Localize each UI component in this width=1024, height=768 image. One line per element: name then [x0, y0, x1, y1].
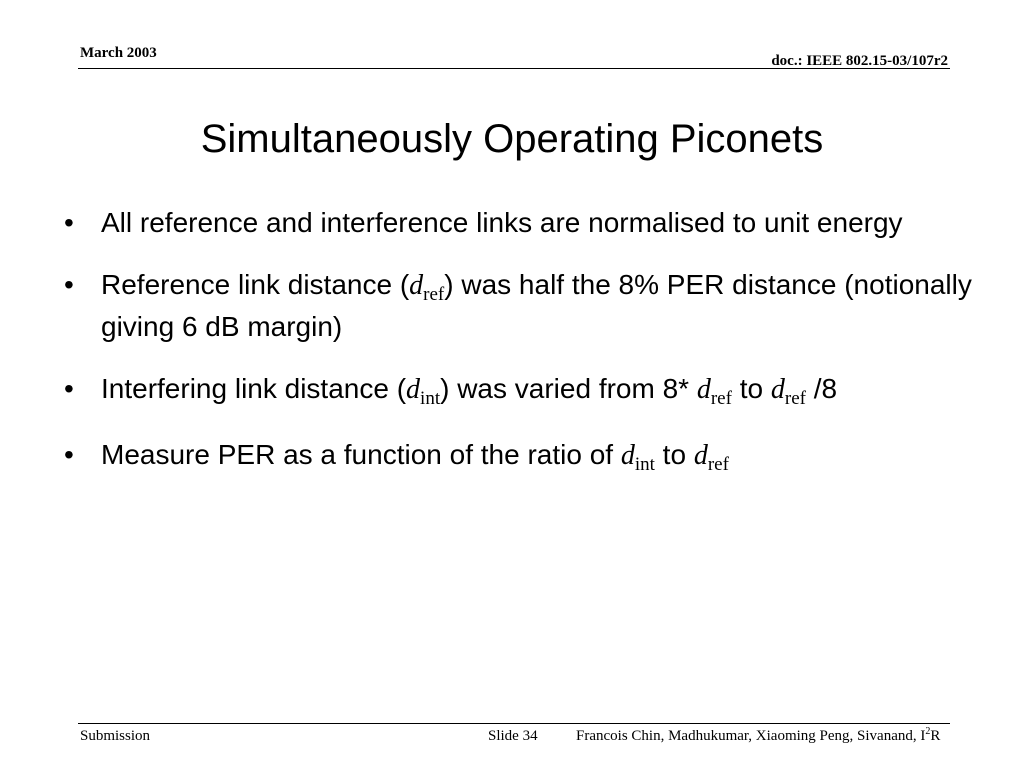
- footer-authors: [576, 728, 940, 745]
- variable-d: d: [620, 440, 635, 471]
- bullet-symbol: •: [64, 207, 74, 238]
- bullet-symbol: •: [64, 373, 74, 404]
- bullet-list: [64, 204, 974, 502]
- footer-authors-suffix: R: [930, 728, 941, 744]
- subscript: ref: [707, 454, 729, 475]
- header-doc-id: doc.: IEEE 802.15-03/107r2: [771, 53, 948, 69]
- variable-d: d: [696, 374, 711, 405]
- footer-submission: Submission: [80, 728, 151, 744]
- subscript: ref: [784, 388, 806, 409]
- subscript: ref: [423, 284, 445, 305]
- bullet-item: [64, 204, 974, 242]
- bullet-symbol: •: [64, 269, 74, 300]
- bullet-text: All reference and interference links are normalised to unit energy: [101, 207, 903, 238]
- bullet-text: ) was half the 8% PER distance (notionally giving 6 dB margin): [101, 269, 972, 342]
- variable-d: d: [693, 440, 708, 471]
- bullet-symbol: •: [64, 439, 74, 470]
- subscript: ref: [710, 388, 732, 409]
- variable-d: d: [409, 270, 424, 301]
- bullet-text: to: [654, 439, 694, 470]
- footer-divider: [78, 723, 950, 724]
- footer-authors-superscript: 2: [925, 726, 931, 737]
- subscript: int: [420, 388, 441, 409]
- bullet-text: Interfering link distance (: [101, 373, 407, 404]
- bullet-item: [64, 266, 974, 346]
- variable-d: d: [770, 374, 785, 405]
- bullet-text: ) was varied from 8*: [440, 373, 697, 404]
- bullet-item: [64, 370, 974, 412]
- bullet-text: to: [731, 373, 771, 404]
- bullet-text: /8: [805, 373, 838, 404]
- footer-authors-text: Francois Chin, Madhukumar, Xiaoming Peng, Sivanand, I: [576, 728, 926, 744]
- variable-d: d: [406, 374, 421, 405]
- header-divider: [78, 68, 950, 69]
- slide-title: Simultaneously Operating Piconets: [200, 117, 824, 161]
- header-date: March 2003: [80, 45, 157, 61]
- bullet-text: Reference link distance (: [101, 269, 410, 300]
- footer-slide-number: Slide 34: [488, 728, 538, 744]
- bullet-item: [64, 436, 974, 478]
- bullet-text: Measure PER as a function of the ratio of: [101, 439, 621, 470]
- subscript: int: [634, 454, 655, 475]
